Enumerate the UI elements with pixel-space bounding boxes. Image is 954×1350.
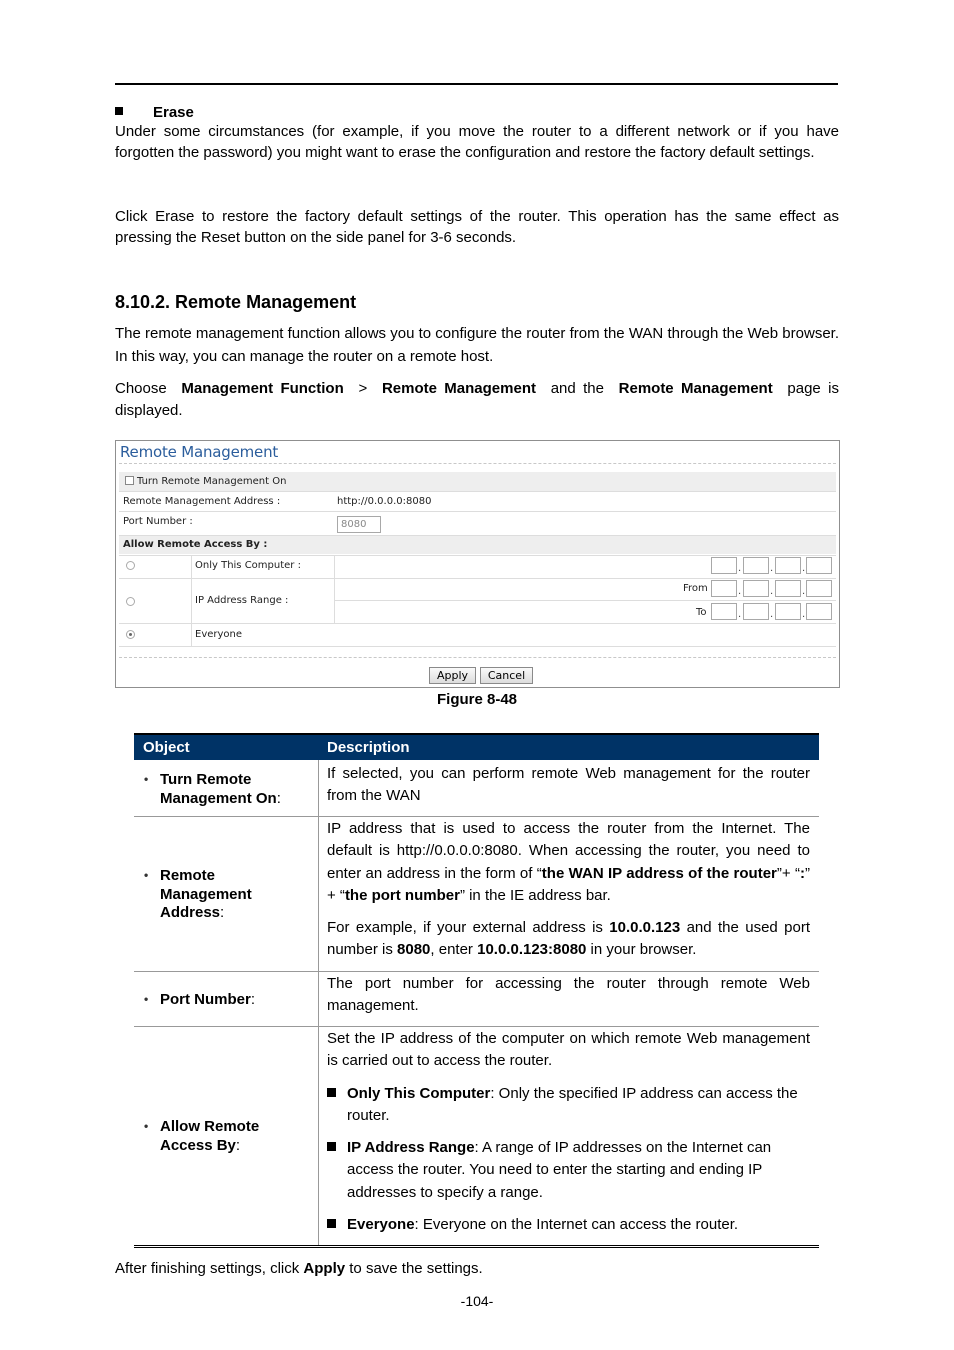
ip-range-label: IP Address Range : bbox=[195, 595, 289, 606]
section-title: 8.10.2. Remote Management bbox=[115, 292, 357, 312]
row-object: • Port Number: bbox=[144, 991, 256, 1008]
ip-dot: . bbox=[770, 586, 774, 597]
address-label: Remote Management Address : bbox=[123, 496, 281, 507]
only-ip-octet-1[interactable] bbox=[711, 557, 737, 574]
ip-dot: . bbox=[802, 586, 806, 597]
row-divider bbox=[119, 491, 836, 492]
turn-on-checkbox[interactable] bbox=[125, 476, 134, 485]
square-bullet-icon bbox=[327, 1219, 336, 1228]
to-ip-octet-2[interactable] bbox=[743, 603, 769, 620]
row-divider bbox=[334, 600, 836, 601]
buttons-divider bbox=[119, 657, 836, 658]
everyone-label: Everyone bbox=[195, 629, 243, 640]
row-description: Set the IP address of the computer on which remote Web management is carried out to access the router. Only This Computer: Only the specified IP address can access the router. IP Address Range: A range of IP addresses on the Internet can access the router. You need to enter the starting and ending IP addresses to specify a range. Everyone: Everyone on the Internet can access the router. bbox=[327, 1028, 810, 1236]
erase-paragraph-1: Under some circumstances (for example, if you move the router to a different network or if you have forgotten the password) you might want to erase the configuration and restore the factory default settings. bbox=[115, 123, 839, 161]
ip-dot: . bbox=[770, 609, 774, 620]
to-ip-octet-4[interactable] bbox=[806, 603, 832, 620]
to-label: To bbox=[696, 607, 707, 618]
erase-heading: Erase bbox=[115, 103, 194, 123]
table-row bbox=[134, 817, 819, 972]
only-ip-octet-3[interactable] bbox=[775, 557, 801, 574]
list-item: Only This Computer: Only the specified IP address can access the router. bbox=[327, 1083, 810, 1128]
remote-management-screenshot bbox=[115, 440, 840, 688]
row-description: IP address that is used to access the router from the Internet. The default is http://0.0.0.0:8080. When accessing the router, you need to enter an address in the form of “the WAN IP address of the router”+ “:” + “the port number” in the IE address bar. For example, if your external address is 10.0.0.123 and the used port number is 8080, enter 10.0.0.123:8080 in your browser. bbox=[327, 820, 811, 959]
panel-title: Remote Management bbox=[120, 443, 279, 461]
column-divider bbox=[318, 760, 319, 816]
title-divider bbox=[119, 463, 836, 464]
bullet: • bbox=[144, 992, 149, 1006]
from-label: From bbox=[683, 583, 708, 594]
row-object: • Remote Management Address: bbox=[144, 867, 252, 921]
ip-dot: . bbox=[770, 563, 774, 574]
header-description: Description bbox=[327, 739, 410, 756]
row-divider bbox=[119, 646, 836, 647]
row-description: The port number for accessing the router through remote Web management. bbox=[327, 975, 810, 1015]
bullet: • bbox=[144, 868, 149, 882]
column-divider bbox=[318, 817, 319, 971]
only-this-computer-radio[interactable] bbox=[126, 561, 135, 570]
address-value: http://0.0.0.0:8080 bbox=[337, 496, 432, 507]
ip-dot: . bbox=[738, 563, 742, 574]
square-bullet-icon bbox=[115, 107, 123, 115]
table-row bbox=[134, 760, 819, 817]
table-row bbox=[134, 972, 819, 1027]
header-object: Object bbox=[143, 739, 190, 756]
only-ip-octet-4[interactable] bbox=[806, 557, 832, 574]
ip-dot: . bbox=[802, 609, 806, 620]
column-divider bbox=[318, 1027, 319, 1245]
column-divider bbox=[334, 555, 335, 623]
header-rule bbox=[115, 83, 838, 85]
to-ip-octet-1[interactable] bbox=[711, 603, 737, 620]
allow-access-label: Allow Remote Access By : bbox=[123, 539, 268, 550]
column-divider bbox=[318, 972, 319, 1026]
ip-range-radio[interactable] bbox=[126, 597, 135, 606]
bullet: • bbox=[144, 772, 149, 786]
everyone-radio[interactable] bbox=[126, 630, 135, 639]
row-object: • Allow Remote Access By: bbox=[144, 1118, 260, 1154]
section-intro: The remote management function allows you to configure the router from the WAN through the Web browser. In this way, you can manage the router on a remote host. bbox=[115, 325, 839, 365]
turn-on-option[interactable]: Turn Remote Management On bbox=[125, 476, 286, 487]
ip-dot: . bbox=[738, 586, 742, 597]
table-row bbox=[134, 1027, 819, 1245]
only-ip-octet-2[interactable] bbox=[743, 557, 769, 574]
table-header bbox=[134, 733, 819, 760]
row-description: If selected, you can perform remote Web management for the router from the WAN bbox=[327, 765, 810, 805]
port-number-input[interactable]: 8080 bbox=[337, 516, 381, 533]
row-divider bbox=[119, 578, 836, 579]
from-ip-octet-4[interactable] bbox=[806, 580, 832, 597]
from-ip-octet-1[interactable] bbox=[711, 580, 737, 597]
apply-button[interactable]: Apply bbox=[429, 667, 476, 684]
square-bullet-icon bbox=[327, 1088, 336, 1097]
row-divider bbox=[119, 555, 836, 556]
port-label: Port Number : bbox=[123, 516, 193, 527]
square-bullet-icon bbox=[327, 1142, 336, 1151]
table-bottom-rule bbox=[134, 1245, 819, 1248]
page-number: -104- bbox=[460, 1293, 494, 1309]
row-divider bbox=[119, 623, 836, 624]
cancel-button[interactable]: Cancel bbox=[480, 667, 533, 684]
bullet: • bbox=[144, 1119, 149, 1133]
ip-dot: . bbox=[738, 609, 742, 620]
row-object: • Turn Remote Management On: bbox=[144, 771, 281, 807]
list-item: Everyone: Everyone on the Internet can access the router. bbox=[327, 1214, 810, 1236]
from-ip-octet-2[interactable] bbox=[743, 580, 769, 597]
only-this-computer-label: Only This Computer : bbox=[195, 560, 301, 571]
after-settings-text: After finishing settings, click Apply to save the settings. bbox=[115, 1260, 483, 1277]
figure-caption: Figure 8-48 bbox=[436, 691, 518, 708]
column-divider bbox=[191, 555, 192, 646]
erase-paragraph-2: Click Erase to restore the factory default settings of the router. This operation has the same effect as pressing the Reset button on the side panel for 3-6 seconds. bbox=[115, 208, 839, 246]
from-ip-octet-3[interactable] bbox=[775, 580, 801, 597]
ip-dot: . bbox=[802, 563, 806, 574]
to-ip-octet-3[interactable] bbox=[775, 603, 801, 620]
choose-paragraph: Choose Management Function > Remote Management and the Remote Management page is displayed. bbox=[115, 380, 839, 419]
row-divider bbox=[119, 511, 836, 512]
list-item: IP Address Range: A range of IP addresses on the Internet can access the router. You need to enter the starting and ending IP addresses to specify a range. bbox=[327, 1137, 810, 1204]
